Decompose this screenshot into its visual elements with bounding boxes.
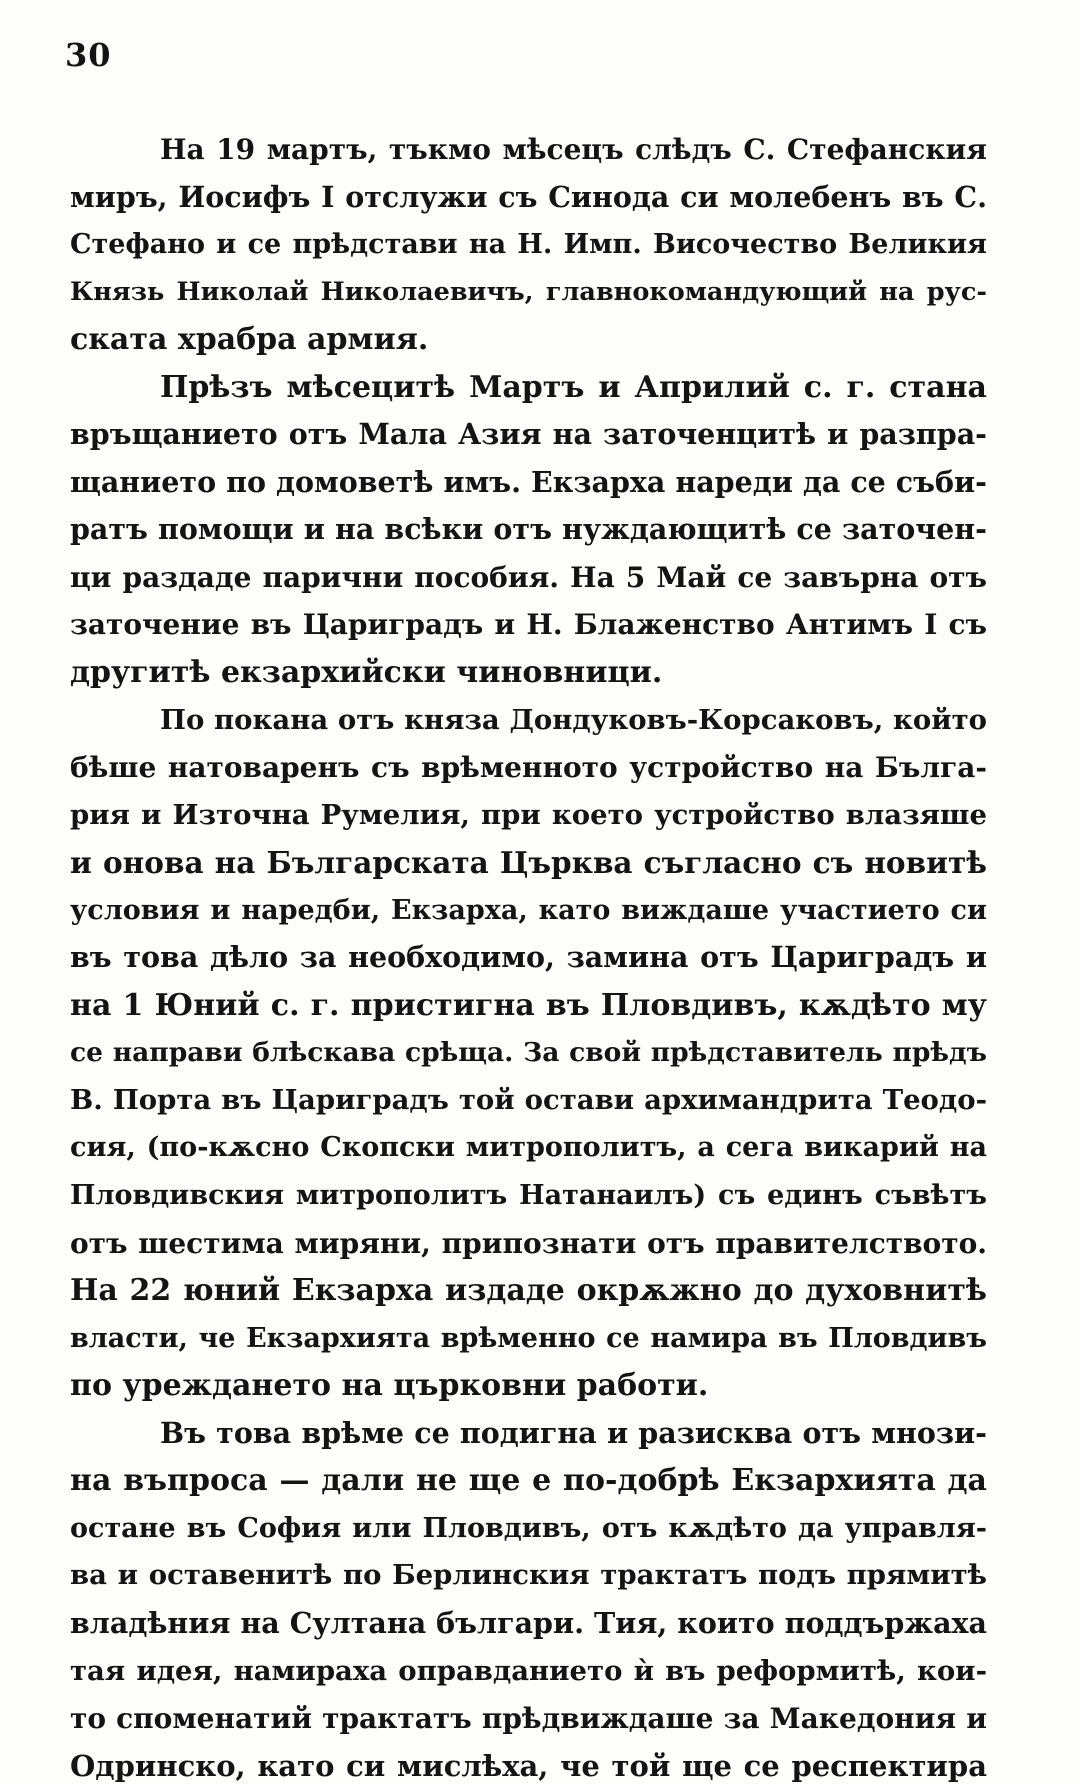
text-line: Стефано и се прѣдстави на Н. Имп. Височество Великия — [70, 229, 987, 261]
text-line: По покана отъ княза Дондуковъ-Корсаковъ, който — [160, 703, 987, 736]
text-line: на 1 Юний с. г. пристигна въ Пловдивъ, кѫдѣто му — [70, 987, 987, 1023]
text-line: ва и оставенитѣ по Берлинския трактатъ подъ прямитѣ — [70, 1559, 987, 1592]
text-line: тая идея, намираха оправданието ѝ въ реформитѣ, кои- — [70, 1654, 987, 1687]
text-line: Князь Николай Николаевичъ, главнокомандующий на рус- — [70, 276, 987, 307]
text-line: власти, че Екзархията врѣменно се намира въ Пловдивъ — [70, 1322, 987, 1354]
text-line: рия и Източна Румелия, при което устройство влазяше — [70, 798, 987, 831]
page-number: 30 — [65, 36, 112, 74]
text-line: на въпроса — дали не ще е по-добрѣ Екзархията да — [70, 1463, 987, 1499]
text-line: Въ това врѣме се подигна и разисква отъ мнози- — [160, 1415, 987, 1450]
text-line: остане въ София или Пловдивъ, отъ кѫдѣто да управля- — [70, 1512, 987, 1544]
text-line: то споменатий трактатъ прѣдвиждаше за Македония и — [70, 1702, 987, 1736]
text-line: условия и наредби, Екзарха, като виждаше участието си — [70, 894, 987, 926]
text-line: ската храбра армия. — [70, 322, 429, 358]
text-line: владѣния на Султана българи. Тия, които поддържаха — [70, 1605, 987, 1640]
text-line: въ това дѣло за необходимо, замина отъ Цариградъ и — [70, 940, 987, 975]
text-line: Пловдивския митрополитъ Натанаилъ) съ единъ съвѣтъ — [70, 1180, 987, 1212]
text-line: Одринско, като си мислѣха, че той ще се респектира — [70, 1748, 987, 1783]
text-line: другитѣ екзархийски чиновници. — [70, 655, 663, 691]
text-line: по уреждането на църковни работи. — [70, 1368, 709, 1404]
text-line: и онова на Българската Църква съгласно съ новитѣ — [70, 845, 987, 881]
text-line: щанието по домоветѣ имъ. Екзарха нареди да се съби- — [70, 464, 987, 499]
text-line: бѣше натоваренъ съ врѣменното устройство на Бълга- — [70, 751, 987, 785]
text-line: На 22 юний Екзарха издаде окрѫжно до духовнитѣ — [70, 1273, 987, 1309]
text-line: се направи блѣскава срѣща. За свой прѣдставитель прѣдъ — [70, 1037, 987, 1069]
text-line: миръ, Иосифъ I отслужи съ Синода си молебенъ въ С. — [70, 179, 987, 214]
text-line: сия, (по-кѫсно Скопски митрополитъ, а сега викарий на — [70, 1132, 987, 1164]
body-text — [70, 126, 987, 1790]
text-line: ратъ помощи и на всѣки отъ нуждающитѣ се заточен- — [70, 512, 987, 547]
text-line: Прѣзъ мѣсецитѣ Мартъ и Априлий с. г. стана — [160, 369, 987, 405]
text-line: връщанието отъ Мала Азия на заточенцитѣ и разпра- — [70, 417, 987, 452]
text-line: В. Порта въ Цариградъ той остави архимандрита Теодо- — [70, 1083, 987, 1116]
text-line: отъ шестима миряни, припознати отъ правителството. — [70, 1226, 987, 1260]
text-line: На 19 мартъ, тъкмо мѣсецъ слѣдъ С. Стефанския — [160, 133, 987, 166]
text-line: заточение въ Цариградъ и Н. Блаженство Антимъ I съ — [70, 608, 987, 642]
text-line: ци раздаде парични пособия. На 5 Май се завърна отъ — [70, 560, 987, 594]
